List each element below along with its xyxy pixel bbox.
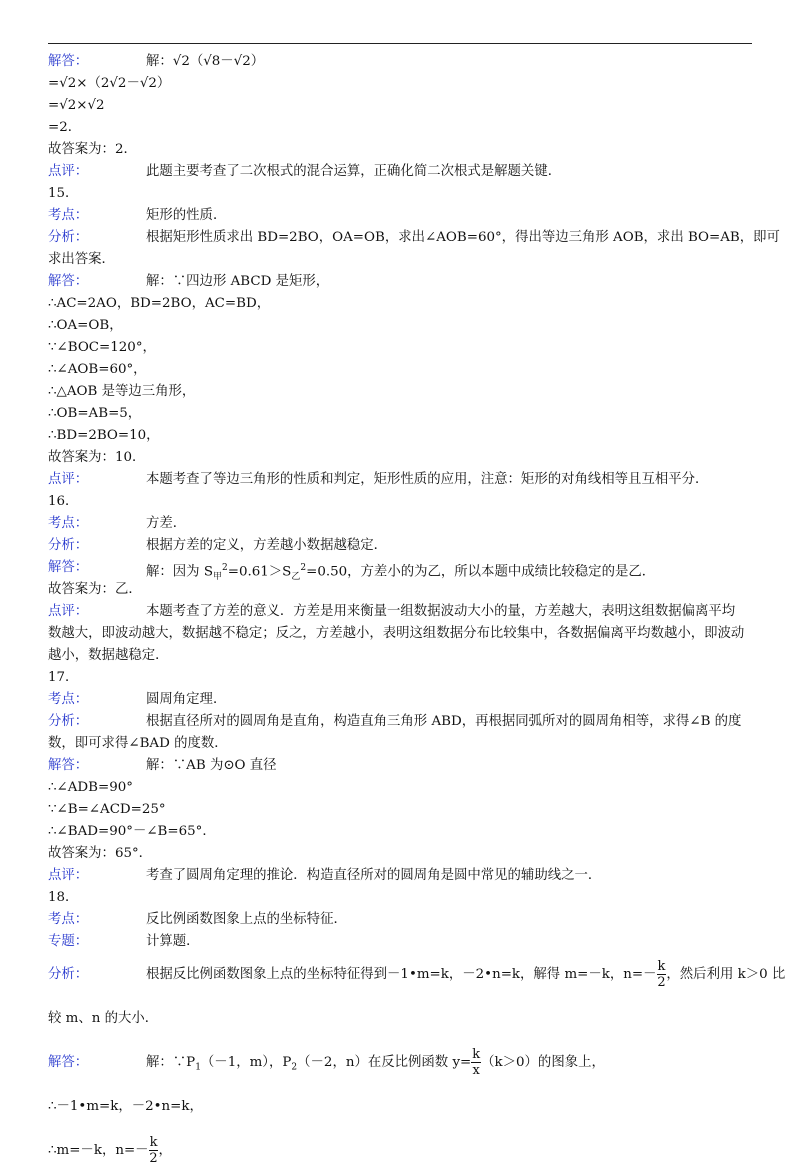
p15-topic-line	[48, 205, 752, 227]
comment-label: 点评：	[48, 472, 89, 487]
p16-solution-text: 解：因为 $S_甲^2=0.61>S_乙^2=0.50$，方差小的为乙，所以本题中成绩比较稳定的是乙．	[146, 563, 656, 583]
p18-subject-text: 计算题．	[146, 934, 200, 949]
p15-number: 15．	[48, 186, 79, 201]
p16-answer: 故答案为：乙．	[48, 582, 142, 597]
solution-label: 解答：	[48, 54, 89, 69]
solution-label: 解答：	[48, 274, 89, 289]
p15-analysis-cont: 求出答案．	[48, 252, 115, 267]
p15-step-5: ∴△AOB 是等边三角形，	[48, 384, 196, 399]
p15-topic-text: 矩形的性质．	[146, 208, 227, 223]
p18-solution-line	[48, 1041, 752, 1085]
p17-analysis-cont: 数，即可求得∠BAD 的度数．	[48, 736, 228, 751]
solution-label: 解答：	[48, 1055, 89, 1070]
comment-label: 点评：	[48, 164, 89, 179]
p17-comment-line	[48, 865, 752, 887]
p14-comment-text: 此题主要考查了二次根式的混合运算，正确化简二次根式是解题关键．	[146, 164, 562, 179]
topic-label: 考点：	[48, 692, 89, 707]
topic-label: 考点：	[48, 208, 89, 223]
p17-topic-text: 圆周角定理．	[146, 692, 227, 707]
p15-answer: 故答案为：10．	[48, 450, 146, 465]
subject-label: 专题：	[48, 934, 89, 949]
p15-comment-line	[48, 469, 752, 491]
p15-solution-line	[48, 271, 752, 293]
p15-analysis-line	[48, 227, 780, 249]
topic-label: 考点：	[48, 912, 89, 927]
analysis-label: 分析：	[48, 538, 89, 553]
comment-label: 点评：	[48, 604, 89, 619]
p18-subject-line	[48, 931, 752, 953]
p17-step-1: ∴∠ADB=90°	[48, 780, 133, 795]
p15-step-3: ∵∠BOC=120°，	[48, 340, 156, 355]
p18-analysis-cont: 较 m、n 的大小．	[48, 1011, 159, 1026]
p18-step-1: ∴－1•m=k，－2•n=k，	[48, 1099, 203, 1114]
fraction: $\frac{k}{2}$	[149, 1135, 158, 1166]
p18-number: 18．	[48, 890, 79, 905]
p15-step-6: ∴OB=AB=5，	[48, 406, 142, 421]
p14-solution-line	[48, 51, 752, 73]
p17-step-3: ∴∠BAD=90°－∠B=65°．	[48, 824, 216, 839]
topic-label: 考点：	[48, 516, 89, 531]
p16-comment-line	[48, 601, 752, 623]
p14-step-3: =2．	[48, 120, 82, 135]
document-body	[48, 51, 786, 1173]
p15-step-7: ∴BD=2BO=10，	[48, 428, 160, 443]
p18-step-2: ∴m=－k，n=－ $\frac{k}{2}$ ，	[48, 1135, 172, 1166]
solution-label: 解答：	[48, 560, 89, 575]
p18-solution-text: 解：$\because P_1(-1$，m），$P_2(-2$，n）在反比例函数 y= $\frac{k}{x}$ （k＞0）的图象上，	[146, 1047, 605, 1078]
p17-answer: 故答案为：65°．	[48, 846, 153, 861]
p16-comment-cont-2: 越小，数据越稳定．	[48, 648, 169, 663]
p16-analysis-line	[48, 535, 752, 557]
p14-answer: 故答案为：2．	[48, 142, 137, 157]
p17-analysis-line	[48, 711, 752, 733]
analysis-label: 分析：	[48, 967, 89, 982]
p15-step-4: ∴∠AOB=60°，	[48, 362, 147, 377]
p15-comment-text: 本题考查了等边三角形的性质和判定，矩形性质的应用，注意：矩形的对角线相等且互相平分．	[146, 472, 709, 487]
analysis-label: 分析：	[48, 714, 89, 729]
analysis-label: 分析：	[48, 230, 89, 245]
p18-topic-text: 反比例函数图象上点的坐标特征．	[146, 912, 347, 927]
p16-number: 16．	[48, 494, 79, 509]
p17-number: 17．	[48, 670, 79, 685]
p18-analysis-line	[48, 953, 786, 997]
p16-comment-text: 本题考查了方差的意义．方差是用来衡量一组数据波动大小的量，方差越大，表明这组数据偏离平均	[146, 604, 736, 619]
p17-step-2: ∵∠B=∠ACD=25°	[48, 802, 166, 817]
p14-step-2: =√2×√2	[48, 98, 105, 113]
p16-solution-line	[48, 557, 752, 583]
p15-step-2: ∴OA=OB，	[48, 318, 123, 333]
p15-solution-text: 解：∵四边形 ABCD 是矩形，	[146, 274, 330, 289]
p16-analysis-text: 根据方差的定义，方差越小数据越稳定．	[146, 538, 388, 553]
p16-topic-line	[48, 513, 752, 535]
p17-topic-line	[48, 689, 752, 711]
header-rule	[48, 43, 752, 44]
p16-topic-text: 方差．	[146, 516, 187, 531]
p17-analysis-text: 根据直径所对的圆周角是直角，构造直角三角形 ABD，再根据同弧所对的圆周角相等，求得∠B 的度	[146, 714, 742, 729]
p18-analysis-text: 根据反比例函数图象上点的坐标特征得到－1•m=k，－2•n=k，解得 m=－k，n=－ $\frac{k}{2}$ ，然后利用 k＞0 比	[146, 959, 786, 990]
solution-label: 解答：	[48, 758, 89, 773]
fraction: $\frac{k}{x}$	[472, 1047, 481, 1078]
p16-comment-cont-1: 数越大，即波动越大，数据越不稳定；反之，方差越小，表明这组数据分布比较集中，各数据偏离平均数越小，即波动	[48, 626, 745, 641]
p17-solution-text: 解：∵AB 为⊙O 直径	[146, 758, 277, 773]
fraction: $\frac{k}{2}$	[657, 959, 666, 990]
p17-comment-text: 考查了圆周角定理的推论．构造直径所对的圆周角是圆中常见的辅助线之一．	[146, 868, 602, 883]
p14-comment-line	[48, 161, 752, 183]
p17-solution-line	[48, 755, 752, 777]
p15-step-1: ∴AC=2AO，BD=2BO，AC=BD，	[48, 296, 271, 311]
p14-step-1: =√2×（2√2－√2）	[48, 76, 171, 91]
p14-solution-text: 解：√2（√8－√2）	[146, 54, 265, 69]
p18-topic-line	[48, 909, 752, 931]
p15-analysis-text: 根据矩形性质求出 BD=2BO，OA=OB，求出∠AOB=60°，得出等边三角形 AOB，求出 BO=AB，即可	[146, 230, 780, 245]
comment-label: 点评：	[48, 868, 89, 883]
